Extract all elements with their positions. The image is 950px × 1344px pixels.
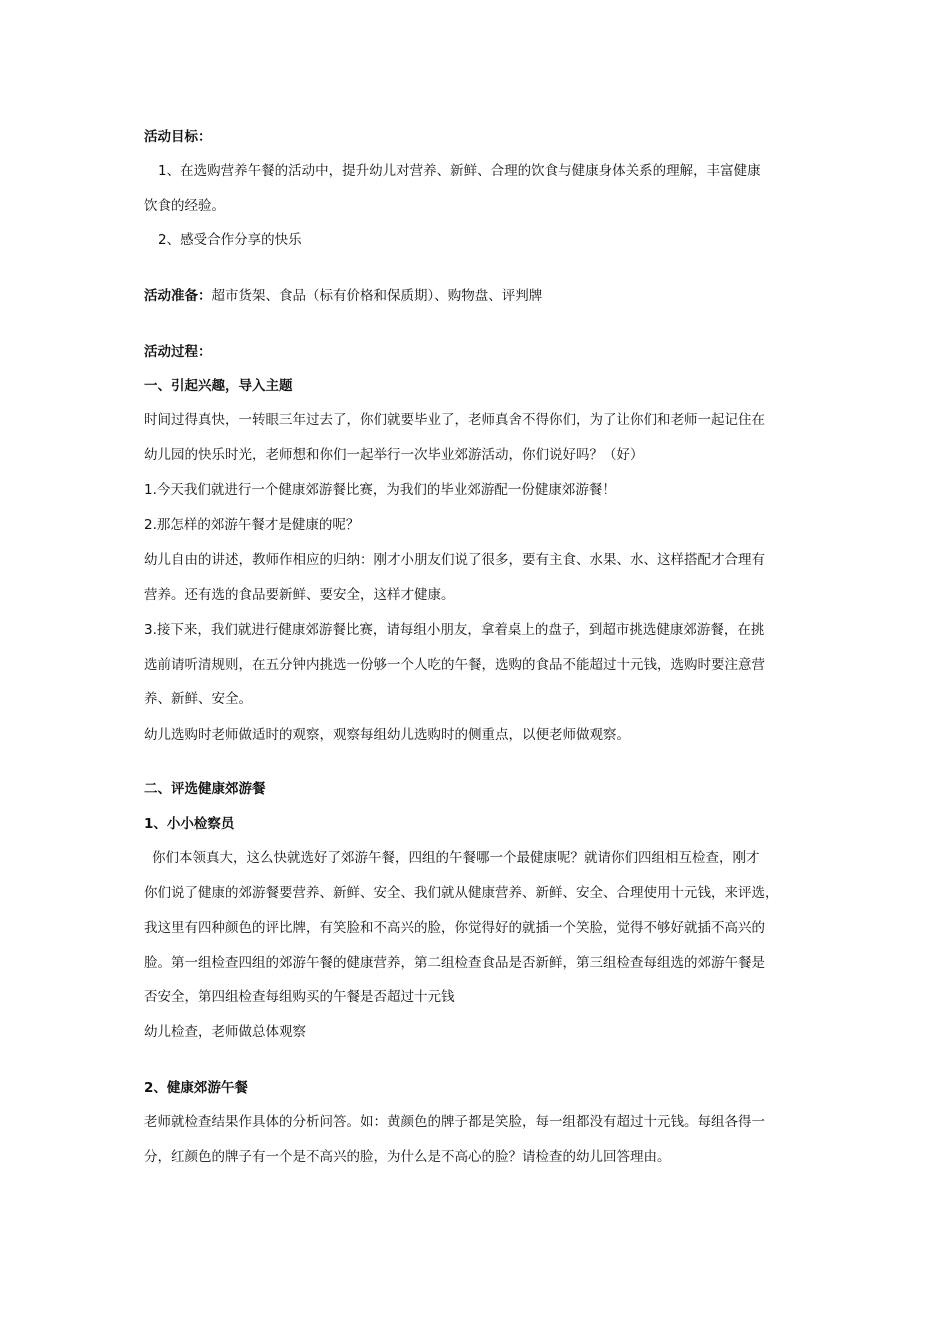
subsection-1-p1-line-3: 我这里有四种颜色的评比牌，有笑脸和不高兴的脸，你觉得好的就插一个笑脸，觉得不够好就插不高兴的 <box>144 920 765 936</box>
goal-item-1-line-1: 1、在选购营养午餐的活动中，提升幼儿对营养、新鲜、合理的饮食与健康身体关系的理解，丰富健康 <box>158 163 761 179</box>
section-1-p4-line-2: 营养。还有选的食品要新鲜、要安全，这样才健康。 <box>144 587 455 603</box>
goals-heading: 活动目标： <box>144 129 212 145</box>
subsection-2-p1-line-1: 老师就检查结果作具体的分析问答。如：黄颜色的牌子都是笑脸，每一组都没有超过十元钱。每组各得一 <box>144 1114 765 1130</box>
preparation-paragraph <box>144 286 824 306</box>
subsection-1-title: 1、小小检察员 <box>144 816 235 832</box>
section-1-p3: 2.那怎样的郊游午餐才是健康的呢？ <box>144 517 360 533</box>
subsection-1-p1-line-5: 否安全，第四组检查每组购买的午餐是否超过十元钱 <box>144 989 455 1005</box>
section-1-p5-line-3: 养、新鲜、安全。 <box>144 691 252 707</box>
subsection-2-title: 2、健康郊游午餐 <box>144 1080 248 1096</box>
section-1-p2: 1.今天我们就进行一个健康郊游餐比赛，为我们的毕业郊游配一份健康郊游餐！ <box>144 482 616 498</box>
section-1-p1-line-1: 时间过得真快，一转眼三年过去了，你们就要毕业了，老师真舍不得你们，为了让你们和老师一起记住在 <box>144 412 765 428</box>
goal-item-1-line-2: 饮食的经验。 <box>144 198 225 214</box>
preparation-text: 超市货架、食品（标有价格和保质期）、购物盘、评判牌 <box>211 288 543 304</box>
section-1-p5-line-2: 选前请听清规则，在五分钟内挑选一份够一个人吃的午餐，选购的食品不能超过十元钱，选购时要注意营 <box>144 657 765 673</box>
subsection-1-p1-line-4: 脸。第一组检查四组的郊游午餐的健康营养，第二组检查食品是否新鲜，第三组检查每组选的郊游午餐是 <box>144 955 765 971</box>
subsection-1-p1-line-2: 你们说了健康的郊游餐要营养、新鲜、安全、我们就从健康营养、新鲜、安全、合理使用十元钱，来评选， <box>144 885 779 901</box>
section-1-title: 一、引起兴趣，导入主题 <box>144 378 293 394</box>
subsection-1-p2: 幼儿检查，老师做总体观察 <box>144 1024 306 1040</box>
section-1-p6: 幼儿选购时老师做适时的观察，观察每组幼儿选购时的侧重点，以便老师做观察。 <box>144 727 630 743</box>
section-1-p1-line-2: 幼儿园的快乐时光，老师想和你们一起举行一次毕业郊游活动，你们说好吗？（好） <box>144 447 644 463</box>
section-1-p4-line-1: 幼儿自由的讲述，教师作相应的归纳：刚才小朋友们说了很多，要有主食、水果、水、这样搭配才合理有 <box>144 552 765 568</box>
process-heading: 活动过程： <box>144 344 212 360</box>
section-2-title: 二、评选健康郊游餐 <box>144 781 266 797</box>
preparation-label: 活动准备： <box>144 288 212 304</box>
section-1-p5-line-1: 3.接下来，我们就进行健康郊游餐比赛，请每组小朋友，拿着桌上的盘子，到超市挑选健康郊游餐，在挑 <box>144 622 765 638</box>
goal-item-2: 2、感受合作分享的快乐 <box>158 232 302 248</box>
subsection-2-p1-line-2: 分，红颜色的牌子有一个是不高兴的脸，为什么是不高心的脸？请检查的幼儿回答理由。 <box>144 1149 671 1165</box>
subsection-1-p1-line-1: 你们本领真大，这么快就选好了郊游午餐，四组的午餐哪一个最健康呢？就请你们四组相互检查，刚才 <box>152 850 760 866</box>
